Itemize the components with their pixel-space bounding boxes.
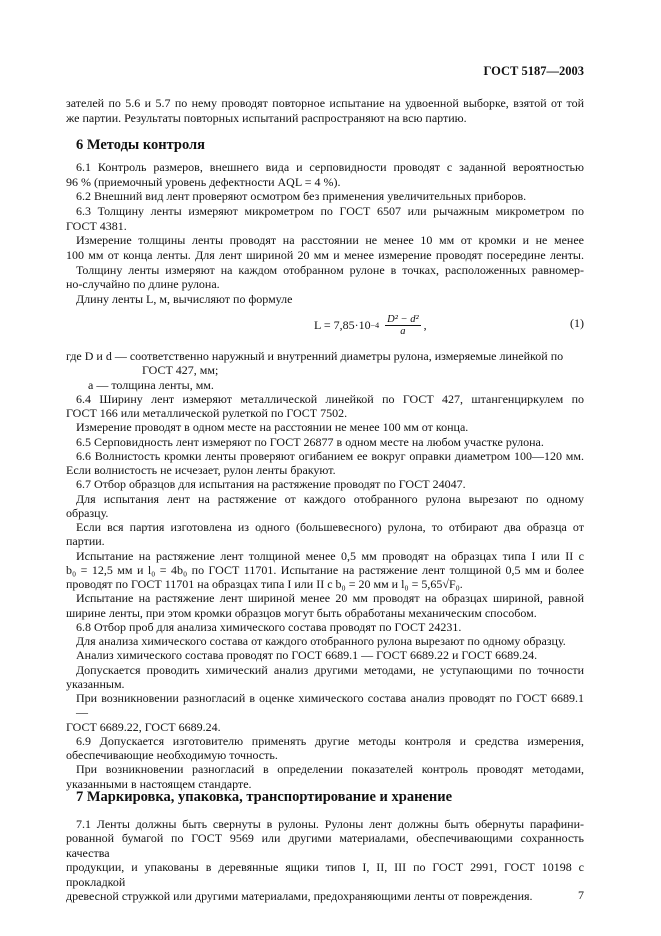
page-number: 7 xyxy=(578,888,584,902)
formula-exponent: −4 xyxy=(370,321,380,330)
text-line: 96 % (приемочный уровень дефектности AQL = 4 %). xyxy=(66,174,341,189)
intro-paragraph xyxy=(66,96,584,125)
text-line: Если волнистость не исчезает, рулон ленты бракуют. xyxy=(66,463,336,477)
text-line: указанным. xyxy=(66,676,125,691)
text-line: Для испытания лент на растяжение от каждого отобранного рулона вырезают по одному xyxy=(76,491,584,506)
formula-lhs: L = 7,85·10 xyxy=(314,318,371,332)
text-line: 100 мм от конца ленты. Для лент шириной 20 мм и менее измерение проводят посередине ленты. xyxy=(66,247,584,262)
document-header: ГОСТ 5187—2003 xyxy=(483,64,584,78)
text-line: 7.1 Ленты должны быть свернуты в рулоны. Рулоны лент должны быть обернуты парафини- xyxy=(76,817,584,831)
text-line: 6.5 Серповидность лент измеряют по ГОСТ 26877 в одном месте на любом участке рулона. xyxy=(76,434,544,449)
text-line: 6.8 Отбор проб для анализа химического состава проводят по ГОСТ 24231. xyxy=(76,619,462,634)
text-line: b₀ = 12,5 мм и l₀ = 4b₀ по ГОСТ 11701. Испытание на растяжение лент толщиной 0,5 мм и более xyxy=(66,562,584,577)
text-line: При возникновении разногласий в определении показателей контроль проводят методами, xyxy=(76,762,584,777)
text-line: 6.2 Внешний вид лент проверяют осмотром без применения увеличительных приборов. xyxy=(76,189,527,204)
text-line: ГОСТ 166 или металлической рулеткой по ГОСТ 7502. xyxy=(66,406,348,420)
text-line: Испытание на растяжение лент шириной менее 20 мм проводят на образцах шириной, равной xyxy=(76,591,584,606)
text-line: ГОСТ 6689.22, ГОСТ 6689.24. xyxy=(66,719,221,734)
section-7-text xyxy=(66,817,584,903)
text-line: где D и d — соответственно наружный и внутренний диаметры рулона, измеряемые линейкой по xyxy=(66,349,564,363)
text-line: обеспечивающие необходимую точность. xyxy=(66,748,278,762)
text-line: 6.7 Отбор образцов для испытания на растяжение проводят по ГОСТ 24047. xyxy=(76,477,466,492)
text-line: Длину ленты L, м, вычисляют по формуле xyxy=(76,291,293,306)
text-line: Измерение толщины ленты проводят на расстоянии не менее 10 мм от кромки и не менее xyxy=(76,233,584,248)
text-line: Если вся партия изготовлена из одного (большевесного) рулона, то отбирают два образца от xyxy=(76,520,584,534)
section-6-text-continued xyxy=(66,349,584,791)
formula-numerator: D² − d² xyxy=(387,314,419,325)
text-line: ГОСТ 427, мм; xyxy=(142,363,219,378)
text-line: Измерение проводят в одном месте на расстоянии не менее 100 мм от конца. xyxy=(76,420,469,435)
text-line: 6.9 Допускается изготовителю применять другие методы контроля и средства измерения, xyxy=(76,733,584,748)
text-line: 6.4 Ширину лент измеряют металлической линейкой по ГОСТ 427, штангенциркулем по xyxy=(76,391,584,406)
text-line: 6.1 Контроль размеров, внешнего вида и серповидности проводят с заданной вероятностью xyxy=(76,160,584,174)
text-line: Толщину ленты измеряют на каждом отобранном рулоне в точках, расположенных равномер- xyxy=(76,262,584,277)
text-line: При возникновении разногласий в оценке химического состава анализ проводят по ГОСТ 6689.1 — xyxy=(76,691,584,720)
text-line: 6.6 Волнистость кромки ленты проверяют огибанием ее вокруг оправки диаметром 100—120 мм. xyxy=(76,448,584,463)
text-line: Испытание на растяжение лент толщиной менее 0,5 мм проводят на образцах типа I или II с xyxy=(76,548,584,563)
text-line: Анализ химического состава проводят по ГОСТ 6689.1 — ГОСТ 6689.22 и ГОСТ 6689.24. xyxy=(76,648,538,663)
section-heading-6: 6 Методы контроля xyxy=(76,137,206,153)
formula-denominator: a xyxy=(400,326,406,337)
text-line: древесной стружкой или другими материалами, предохраняющими ленты от повреждения. xyxy=(66,889,533,904)
text-line: проводят по ГОСТ 11701 на образцах типа I или II с b₀ = 20 мм и l₀ = 5,65√F₀. xyxy=(66,577,463,591)
text-line: a — толщина ленты, мм. xyxy=(88,377,214,392)
section-heading-7: 7 Маркировка, упаковка, транспортирование и хранение xyxy=(76,789,453,805)
text-line: партии. xyxy=(66,534,105,549)
section-6-text xyxy=(66,160,584,307)
text-line: же партии. Результаты повторных испытаний распространяют на всю партию. xyxy=(66,110,467,125)
text-line: зателей по 5.6 и 5.7 по нему проводят повторное испытание на удвоенной выборке, взятой от той xyxy=(66,96,584,110)
formula-tail: , xyxy=(423,318,427,332)
text-line: 6.3 Толщину ленты измеряют микрометром по ГОСТ 6507 или рычажным микрометром по xyxy=(76,203,584,218)
formula-number: (1) xyxy=(570,316,584,330)
text-line: рованной бумагой по ГОСТ 9569 или другими материалами, обеспечивающими сохранность качества xyxy=(66,831,584,860)
text-line: ГОСТ 4381. xyxy=(66,218,127,233)
text-line: Допускается проводить химический анализ другими методами, не уступающими по точности xyxy=(76,662,584,677)
text-line: продукции, и упакованы в деревянные ящики типов I, II, III по ГОСТ 2991, ГОСТ 10198 с прокладкой xyxy=(66,860,584,889)
text-line: но-случайно по длине рулона. xyxy=(66,277,220,292)
text-line: указанными в настоящем стандарте. xyxy=(66,776,252,791)
formula-1 xyxy=(66,310,584,340)
text-line: образцу. xyxy=(66,505,109,520)
text-line: ширине ленты, при этом кромки образцов могут быть обработаны механическим способом. xyxy=(66,605,537,620)
text-line: Для анализа химического состава от каждого отобранного рулона вырезают по одному образцу. xyxy=(76,634,566,648)
